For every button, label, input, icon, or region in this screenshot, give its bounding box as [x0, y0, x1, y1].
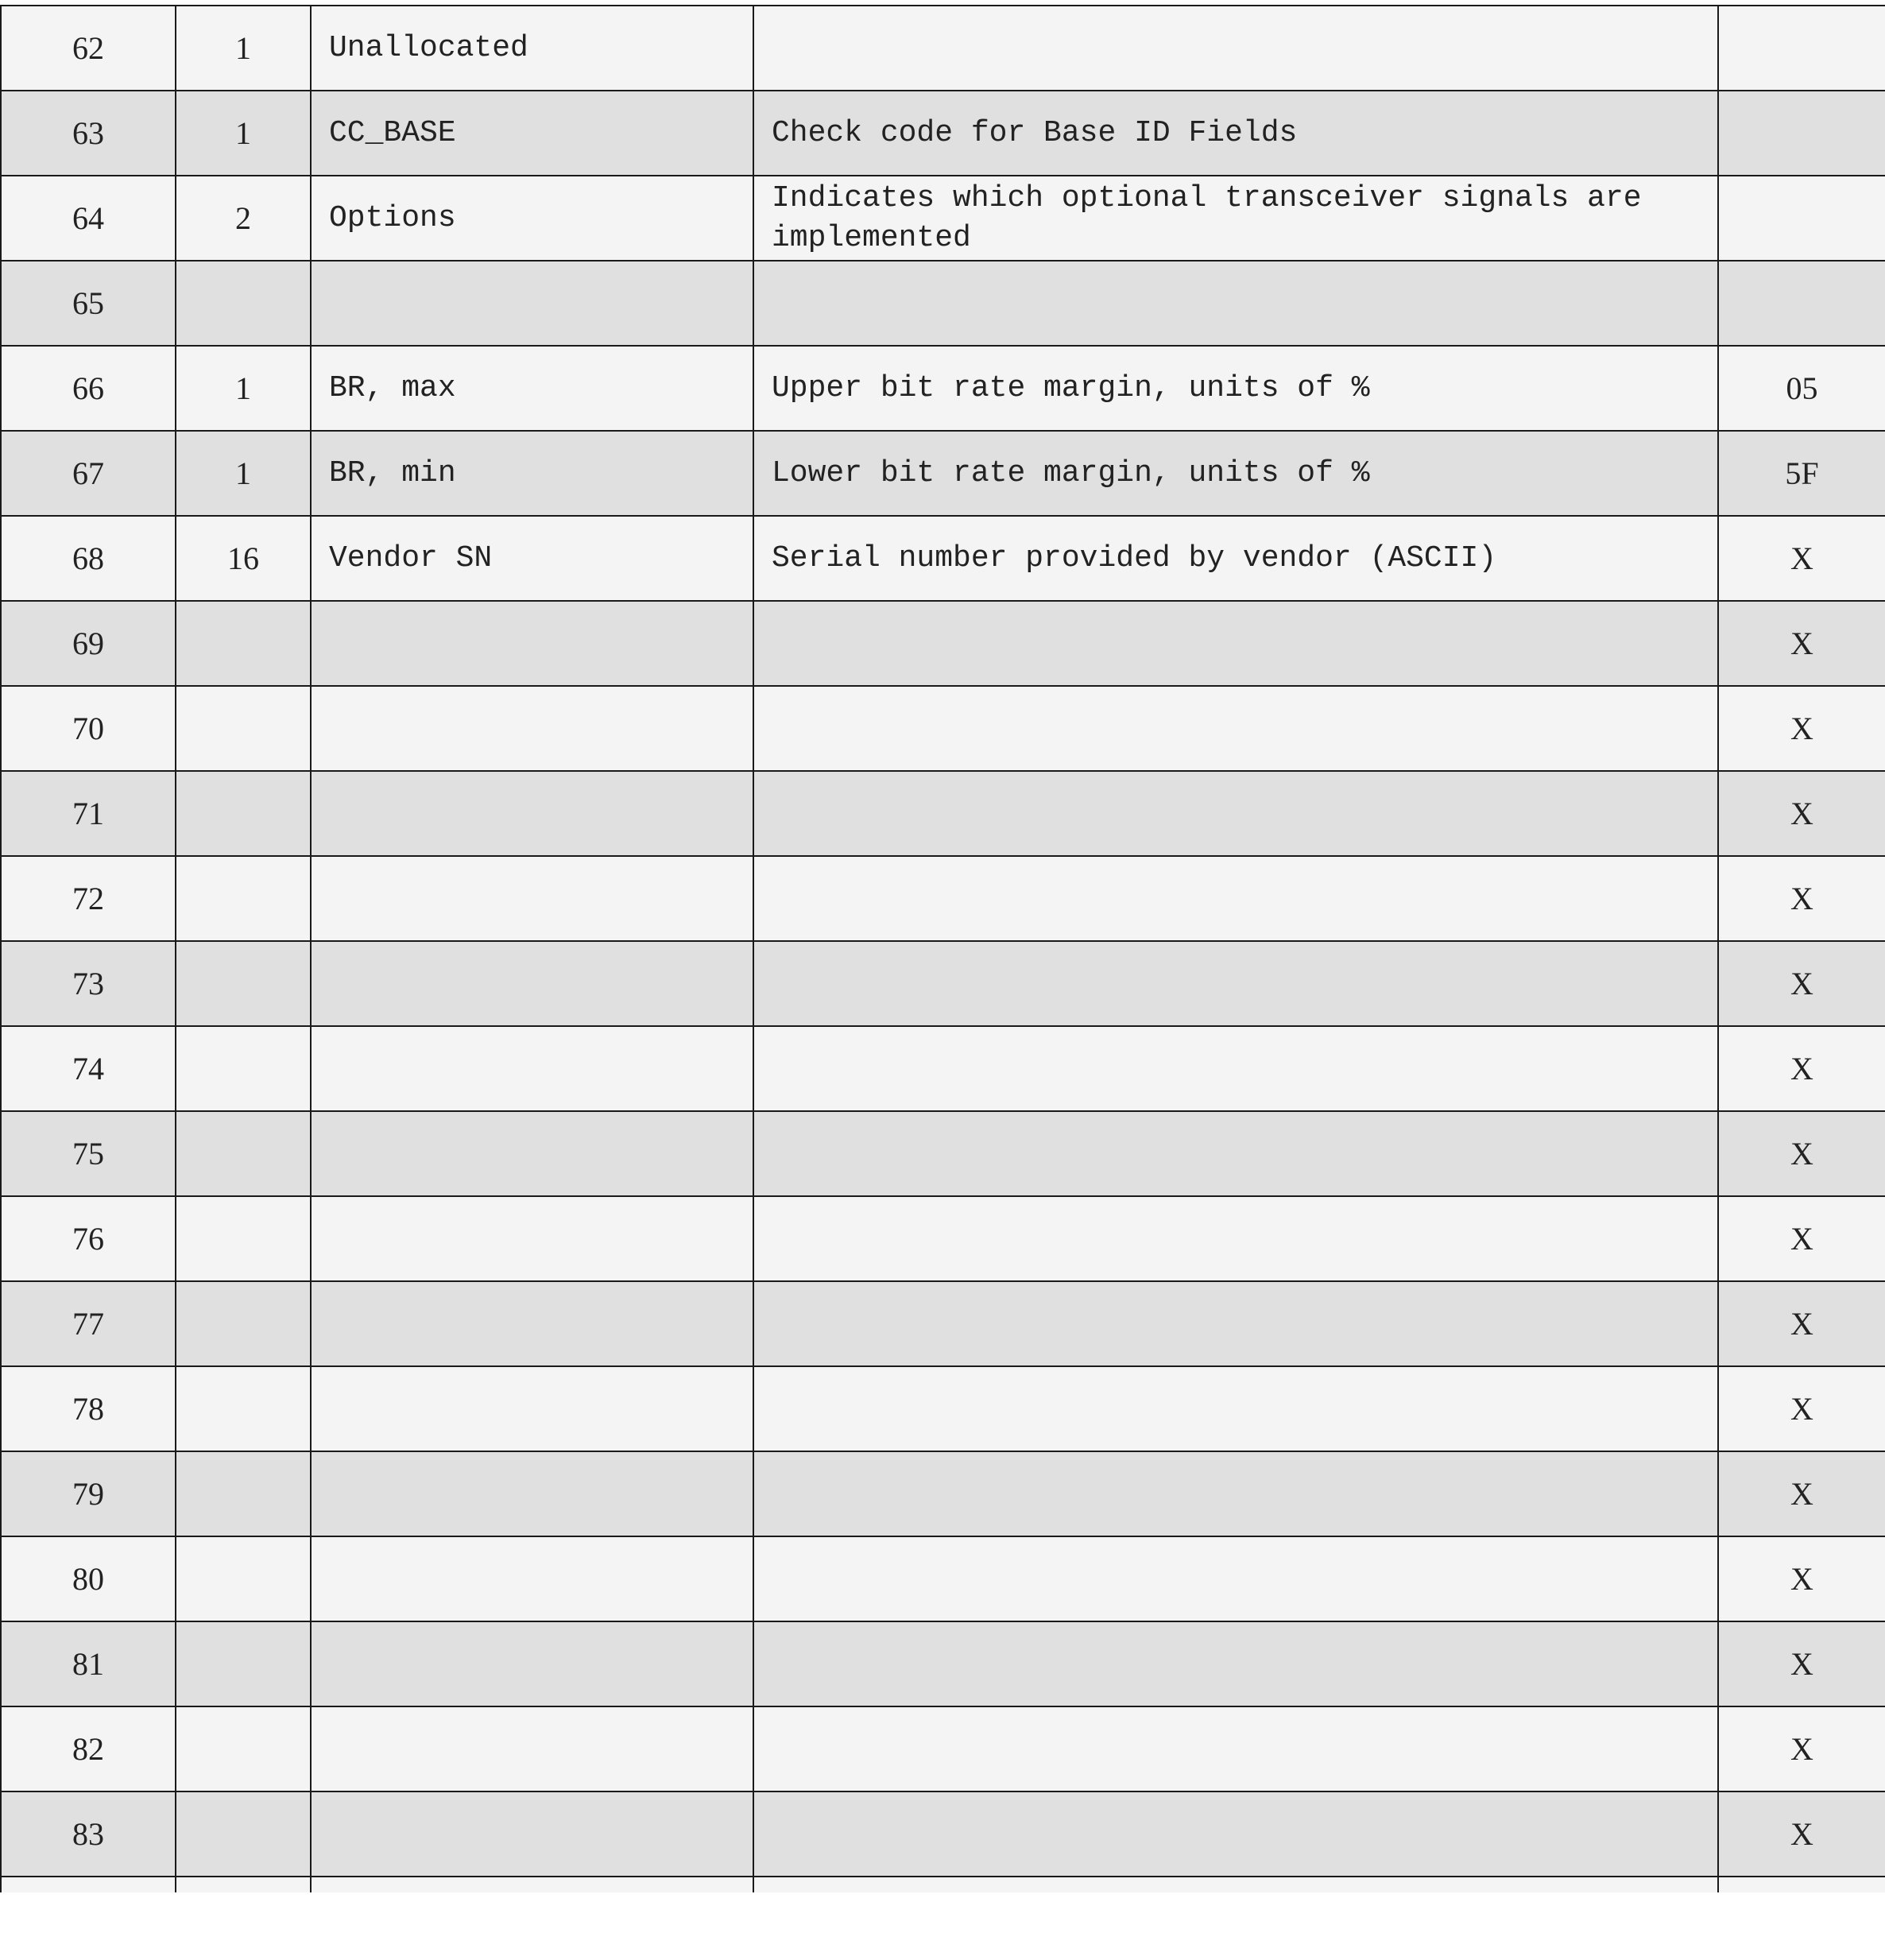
table-row	[1, 1451, 1885, 1536]
table-row	[1, 431, 1885, 516]
size-cell: 16	[176, 516, 311, 601]
table-row	[1, 1111, 1885, 1196]
name-cell	[311, 1706, 753, 1792]
value-cell: X	[1718, 1536, 1885, 1621]
address-cell: 62	[1, 6, 176, 91]
name-cell	[311, 941, 753, 1026]
table-row	[1, 856, 1885, 941]
value-cell	[1718, 176, 1885, 261]
size-cell	[176, 941, 311, 1026]
name-cell	[311, 1026, 753, 1111]
size-cell: 1	[176, 91, 311, 176]
size-cell	[176, 1792, 311, 1877]
description-cell	[753, 1196, 1718, 1281]
name-cell	[311, 1621, 753, 1706]
size-cell	[176, 1196, 311, 1281]
size-cell	[176, 1621, 311, 1706]
value-cell: X	[1718, 1706, 1885, 1792]
register-table-body	[1, 6, 1885, 1892]
value-cell: X	[1718, 856, 1885, 941]
table-row	[1, 941, 1885, 1026]
register-table-container	[0, 5, 1885, 1892]
name-cell: Options	[311, 176, 753, 261]
table-row	[1, 1281, 1885, 1366]
description-cell	[753, 261, 1718, 346]
description-cell: Serial number provided by vendor (ASCII)	[753, 516, 1718, 601]
description-cell	[753, 1451, 1718, 1536]
value-cell: X	[1718, 1196, 1885, 1281]
table-row	[1, 1706, 1885, 1792]
table-row	[1, 686, 1885, 771]
description-cell	[753, 1366, 1718, 1451]
description-cell	[753, 1111, 1718, 1196]
value-cell: X	[1718, 1621, 1885, 1706]
table-row	[1, 346, 1885, 431]
description-cell	[753, 771, 1718, 856]
table-row	[1, 516, 1885, 601]
value-cell: 05	[1718, 346, 1885, 431]
size-cell	[176, 601, 311, 686]
value-cell: X	[1718, 771, 1885, 856]
table-row	[1, 1366, 1885, 1451]
size-cell	[176, 1281, 311, 1366]
table-row	[1, 91, 1885, 176]
address-cell: 70	[1, 686, 176, 771]
description-cell	[753, 686, 1718, 771]
table-row	[1, 1196, 1885, 1281]
description-cell	[753, 6, 1718, 91]
table-row	[1, 771, 1885, 856]
description-cell	[753, 1792, 1718, 1877]
address-cell: 81	[1, 1621, 176, 1706]
address-cell: 65	[1, 261, 176, 346]
table-row	[1, 1026, 1885, 1111]
value-cell	[1718, 91, 1885, 176]
size-cell: 1	[176, 346, 311, 431]
address-cell: 69	[1, 601, 176, 686]
description-cell	[753, 1706, 1718, 1792]
name-cell	[311, 1792, 753, 1877]
size-cell: 2	[176, 176, 311, 261]
address-cell: 64	[1, 176, 176, 261]
address-cell: 74	[1, 1026, 176, 1111]
name-cell: Unallocated	[311, 6, 753, 91]
address-cell: 80	[1, 1536, 176, 1621]
empty-cell	[176, 1877, 311, 1892]
table-row-partial	[1, 1877, 1885, 1892]
address-cell: 79	[1, 1451, 176, 1536]
size-cell	[176, 1026, 311, 1111]
name-cell	[311, 1451, 753, 1536]
address-cell: 75	[1, 1111, 176, 1196]
size-cell	[176, 686, 311, 771]
name-cell: Vendor SN	[311, 516, 753, 601]
name-cell	[311, 771, 753, 856]
size-cell	[176, 1536, 311, 1621]
address-cell: 68	[1, 516, 176, 601]
size-cell	[176, 1451, 311, 1536]
name-cell	[311, 1366, 753, 1451]
address-cell: 72	[1, 856, 176, 941]
table-row	[1, 1536, 1885, 1621]
empty-cell	[753, 1877, 1718, 1892]
description-cell: Lower bit rate margin, units of %	[753, 431, 1718, 516]
value-cell: X	[1718, 1026, 1885, 1111]
description-cell: Check code for Base ID Fields	[753, 91, 1718, 176]
description-cell	[753, 601, 1718, 686]
address-cell: 78	[1, 1366, 176, 1451]
description-cell: Indicates which optional transceiver signals are implemented	[753, 176, 1718, 261]
table-row	[1, 1621, 1885, 1706]
address-cell: 73	[1, 941, 176, 1026]
value-cell: X	[1718, 686, 1885, 771]
description-cell	[753, 1536, 1718, 1621]
address-cell: 63	[1, 91, 176, 176]
address-cell: 83	[1, 1792, 176, 1877]
name-cell	[311, 1536, 753, 1621]
size-cell	[176, 1366, 311, 1451]
size-cell	[176, 1706, 311, 1792]
size-cell: 1	[176, 6, 311, 91]
value-cell: X	[1718, 516, 1885, 601]
description-cell	[753, 1621, 1718, 1706]
size-cell: 1	[176, 431, 311, 516]
table-row	[1, 1792, 1885, 1877]
empty-cell	[1718, 1877, 1885, 1892]
value-cell: X	[1718, 1111, 1885, 1196]
value-cell	[1718, 6, 1885, 91]
address-cell: 66	[1, 346, 176, 431]
name-cell	[311, 1196, 753, 1281]
name-cell	[311, 601, 753, 686]
table-row	[1, 6, 1885, 91]
register-map-table	[0, 5, 1885, 1892]
description-cell	[753, 941, 1718, 1026]
address-cell: 76	[1, 1196, 176, 1281]
value-cell: X	[1718, 601, 1885, 686]
name-cell	[311, 1281, 753, 1366]
value-cell: X	[1718, 1366, 1885, 1451]
description-cell	[753, 856, 1718, 941]
size-cell	[176, 856, 311, 941]
name-cell	[311, 686, 753, 771]
description-cell: Upper bit rate margin, units of %	[753, 346, 1718, 431]
empty-cell	[311, 1877, 753, 1892]
name-cell: CC_BASE	[311, 91, 753, 176]
size-cell	[176, 771, 311, 856]
address-cell: 67	[1, 431, 176, 516]
empty-cell	[1, 1877, 176, 1892]
value-cell	[1718, 261, 1885, 346]
name-cell	[311, 1111, 753, 1196]
table-row	[1, 176, 1885, 261]
address-cell: 77	[1, 1281, 176, 1366]
name-cell: BR, max	[311, 346, 753, 431]
value-cell: X	[1718, 1281, 1885, 1366]
description-cell	[753, 1026, 1718, 1111]
value-cell: 5F	[1718, 431, 1885, 516]
address-cell: 71	[1, 771, 176, 856]
table-row	[1, 261, 1885, 346]
name-cell	[311, 261, 753, 346]
value-cell: X	[1718, 1451, 1885, 1536]
size-cell	[176, 261, 311, 346]
description-cell	[753, 1281, 1718, 1366]
name-cell	[311, 856, 753, 941]
size-cell	[176, 1111, 311, 1196]
value-cell: X	[1718, 941, 1885, 1026]
name-cell: BR, min	[311, 431, 753, 516]
value-cell: X	[1718, 1792, 1885, 1877]
table-row	[1, 601, 1885, 686]
address-cell: 82	[1, 1706, 176, 1792]
